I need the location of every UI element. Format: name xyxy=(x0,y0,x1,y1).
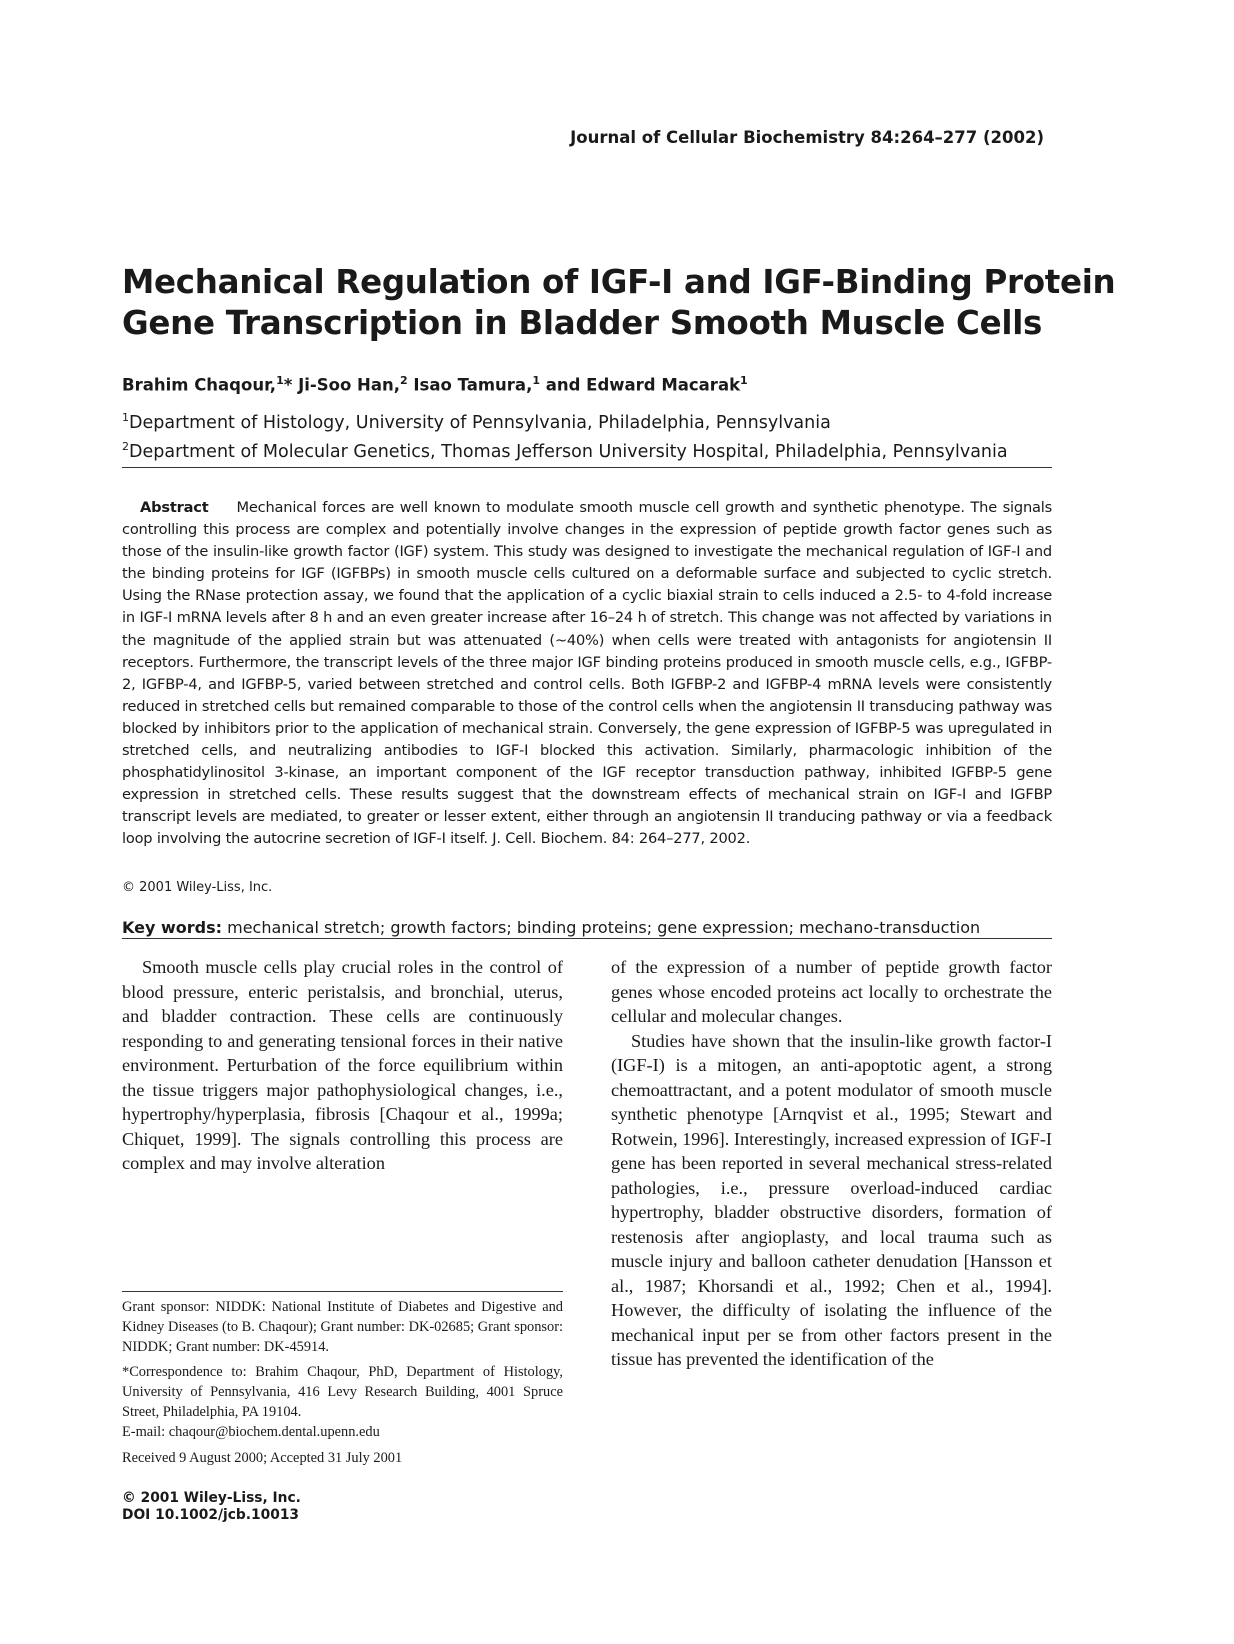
affiliation-marker: 2 xyxy=(122,439,129,453)
author-name: and Edward Macarak xyxy=(540,375,741,395)
publisher-info xyxy=(122,1490,301,1524)
publisher-copyright: © 2001 Wiley-Liss, Inc. xyxy=(122,1490,301,1506)
abstract xyxy=(122,497,1052,851)
author-name: Brahim Chaqour, xyxy=(122,375,277,395)
journal-citation-header: Journal of Cellular Biochemistry 84:264–277 (2002) xyxy=(570,128,1044,147)
affiliation-marker: 1 xyxy=(532,374,540,387)
email-footnote: E-mail: chaqour@biochem.dental.upenn.edu xyxy=(122,1423,380,1440)
doi: DOI 10.1002/jcb.10013 xyxy=(122,1507,300,1523)
affiliation-text: Department of Histology, University of Pennsylvania, Philadelphia, Pennsylvania xyxy=(129,412,831,433)
author-name: Ji-Soo Han, xyxy=(292,375,401,395)
received-dates: Received 9 August 2000; Accepted 31 July 2001 xyxy=(122,1449,403,1466)
author-name: Isao Tamura, xyxy=(407,375,533,395)
footnotes xyxy=(122,1298,563,1474)
affiliations xyxy=(122,406,1008,464)
affiliation-marker: 1 xyxy=(276,374,284,387)
affiliation-marker: 1 xyxy=(740,374,748,387)
grant-footnote: Grant sponsor: NIDDK: National Institute of Diabetes and Digestive and Kidney Diseases (to B. Chaqour); Grant number: DK-02685; Grant sponsor: NIDDK; Grant number: DK-45914. xyxy=(122,1299,563,1355)
body-column-left xyxy=(122,955,563,1176)
corresponding-author-marker: * xyxy=(283,375,293,395)
body-top-divider xyxy=(122,938,1052,939)
keywords xyxy=(122,918,980,937)
abstract-text: Mechanical forces are well known to modulate smooth muscle cell growth and synthetic phenotype. The signals controlling this process are complex and potentially involve changes in the expression of peptide growth factor genes such as those of the insulin-like growth factor (IGF) system. This study was designed to investigate the mechanical regulation of IGF-I and the binding proteins for IGF (IGFBPs) in smooth muscle cells cultured on a deformable surface and subjected to cyclic stretch. Using the RNase protection assay, we found that the application of a cyclic biaxial strain to cells induced a 2.5- to 4-fold increase in IGF-I mRNA levels after 8 h and an even greater increase after 16–24 h of stretch. This change was not affected by variations in the magnitude of the applied strain but was attenuated (∼40%) when cells were treated with antagonists for angiotensin II receptors. Furthermore, the transcript levels of the three major IGF binding proteins produced in smooth muscle cells, e.g., IGFBP-2, IGFBP-4, and IGFBP-5, varied between stretched and control cells. Both IGFBP-2 and IGFBP-4 mRNA levels were consistently reduced in stretched cells but remained comparable to those of the control cells when the angiotensin II transducing pathway was blocked by inhibitors prior to the application of mechanical strain. Conversely, the gene expression of IGFBP-5 was upregulated in stretched cells, and neutralizing antibodies to IGF-I blocked this activation. Similarly, pharmacologic inhibition of the phosphatidylinositol 3-kinase, an important component of the IGF receptor transduction pathway, inhibited IGFBP-5 gene expression in stretched cells. These results suggest that the downstream effects of mechanical strain on IGF-I and IGFBP transcript levels are mediated, to greater or lesser extent, either through an angiotensin II tranducing pathway or via a feedback loop involving the autocrine secretion of IGF-I itself. J. Cell. Biochem. 84: 264–277, 2002. xyxy=(122,499,1052,848)
body-paragraph: Studies have shown that the insulin-like growth factor-I (IGF-I) is a mitogen, an anti-apoptotic agent, a strong chemoattractant, and a potent modulator of smooth muscle synthetic phenotype [Arnqvist et al., 1995; Stewart and Rotwein, 1996]. Interestingly, increased expression of IGF-I gene has been reported in several mechanical stress-related pathologies, i.e., pressure overload-induced cardiac hypertrophy, bladder obstructive disorders, formation of restenosis after angioplasty, and local trauma such as muscle injury and balloon catheter denudation [Hansson et al., 1987; Khorsandi et al., 1992; Chen et al., 1994]. However, the difficulty of isolating the influence of the mechanical input per se from other factors present in the tissue has prevented the identification of the xyxy=(611,1030,1053,1369)
article-title-line-2: Gene Transcription in Bladder Smooth Muscle Cells xyxy=(122,304,1043,342)
footnote-divider xyxy=(122,1291,563,1292)
correspondence-footnote: *Correspondence to: Brahim Chaqour, PhD, Department of Histology, University of Pennsylvania, 416 Levy Research Building, 4001 Spruce Street, Philadelphia, PA 19104. xyxy=(122,1364,563,1420)
article-title xyxy=(122,262,1122,344)
body-paragraph: of the expression of a number of peptide growth factor genes whose encoded proteins act locally to orchestrate the cellular and molecular changes. xyxy=(611,957,1052,1026)
abstract-top-divider xyxy=(122,467,1052,468)
abstract-copyright: © 2001 Wiley-Liss, Inc. xyxy=(122,880,273,895)
body-paragraph: Smooth muscle cells play crucial roles in the control of blood pressure, enteric peristalsis, and bronchial, uterus, and bladder contraction. These cells are continuously responding to and generating tensional forces in their native environment. Perturbation of the force equilibrium within the tissue triggers major pathophysiological changes, i.e., hypertrophy/hyperplasia, fibrosis [Chaqour et al., 1999a; Chiquet, 1999]. The signals controlling this process are complex and may involve alteration xyxy=(122,957,563,1173)
author-list xyxy=(122,374,748,395)
body-column-right xyxy=(611,955,1052,1372)
article-title-line-1: Mechanical Regulation of IGF-I and IGF-Binding Protein xyxy=(122,263,1116,301)
keywords-text: mechanical stretch; growth factors; binding proteins; gene expression; mechano-transduction xyxy=(227,918,981,937)
keywords-label: Key words: xyxy=(122,918,223,937)
abstract-label: Abstract xyxy=(140,499,209,516)
affiliation-marker: 2 xyxy=(400,374,408,387)
affiliation-2 xyxy=(122,435,1008,464)
affiliation-marker: 1 xyxy=(122,411,129,424)
affiliation-1 xyxy=(122,406,1008,435)
affiliation-text: Department of Molecular Genetics, Thomas Jefferson University Hospital, Philadelphia, Pennsylvania xyxy=(129,441,1008,462)
